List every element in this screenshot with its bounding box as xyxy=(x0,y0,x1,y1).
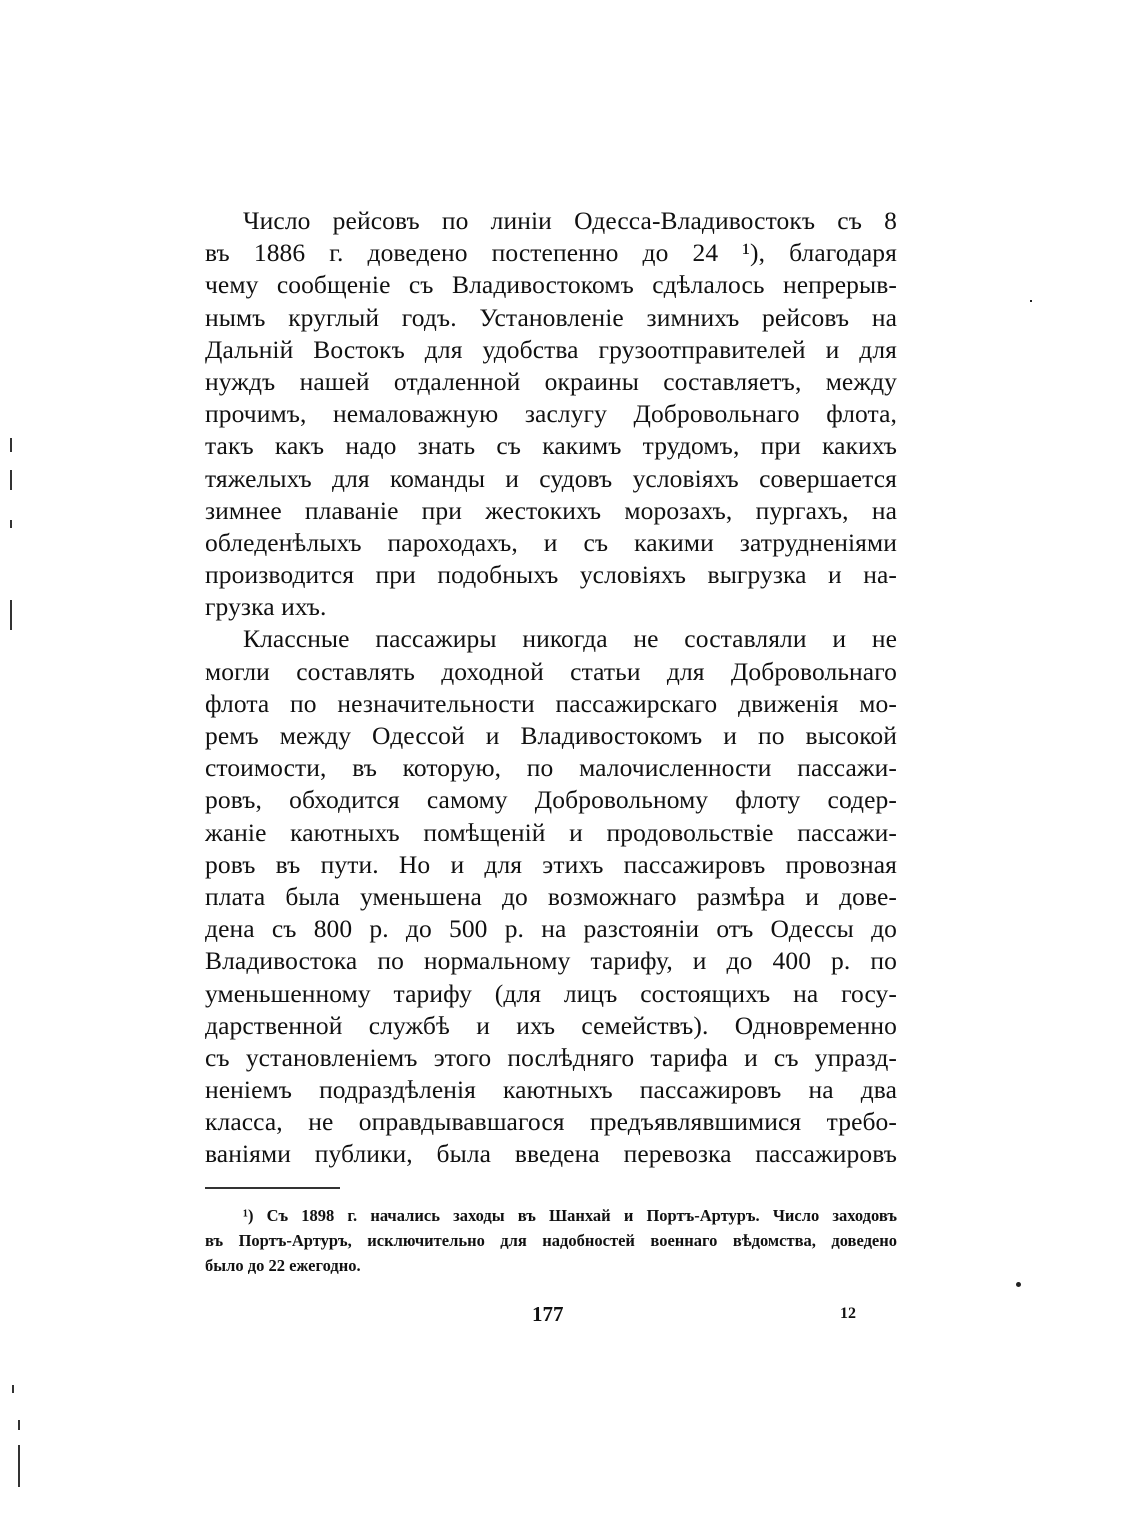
scan-edge-mark xyxy=(10,470,12,490)
text-line: нуждъ нашей отдаленной окраины составляетъ, между xyxy=(205,366,897,396)
footnote-line: было до 22 ежегодно. xyxy=(205,1256,361,1275)
text-line: нымъ круглый годъ. Установленіе зимнихъ рейсовъ на xyxy=(205,302,897,332)
text-line: дена съ 800 р. до 500 р. на разстояніи отъ Одессы до xyxy=(205,914,897,944)
signature-mark: 12 xyxy=(840,1305,856,1322)
scan-edge-mark xyxy=(10,600,12,630)
footnote xyxy=(205,1203,897,1278)
scan-edge-mark xyxy=(18,1420,20,1430)
text-line: грузка ихъ. xyxy=(205,592,327,622)
text-line: уменьшенному тарифу (для лицъ состоящихъ на госу- xyxy=(205,978,897,1008)
text-line: обледенѣлыхъ пароходахъ, и съ какими затрудненіями xyxy=(205,527,897,557)
text-line: класса, не оправдывавшагося предъявлявшимися требо- xyxy=(205,1107,897,1137)
scan-edge-mark xyxy=(12,1385,14,1393)
text-line: ваніями публики, была введена перевозка пассажировъ xyxy=(205,1139,897,1169)
text-line: могли составлять доходной статьи для Добровольнаго xyxy=(205,656,897,686)
text-line: плата была уменьшена до возможнаго размѣра и дове- xyxy=(205,881,897,911)
scan-edge-mark xyxy=(18,1445,20,1487)
scan-edge-mark xyxy=(10,438,12,452)
page-number: 177 xyxy=(532,1302,564,1326)
text-line: ровъ въ пути. Но и для этихъ пассажировъ провозная xyxy=(205,849,897,879)
text-line: съ установленіемъ этого послѣдняго тарифа и съ упразд- xyxy=(205,1042,897,1072)
text-line: производится при подобныхъ условіяхъ выгрузка и на- xyxy=(205,560,897,590)
text-line: Число рейсовъ по линіи Одесса-Владивостокъ съ 8 xyxy=(243,206,897,235)
body-text xyxy=(205,205,897,1171)
footnote-divider xyxy=(205,1187,340,1189)
text-line: въ 1886 г. доведено постепенно до 24 ¹), благодаря xyxy=(205,238,897,268)
scan-edge-mark xyxy=(10,520,12,528)
text-line: флота по незначительности пассажирскаго движенія мо- xyxy=(205,688,897,718)
text-line: Владивостока по нормальному тарифу, и до 400 р. по xyxy=(205,946,897,976)
text-line: дарственной службѣ и ихъ семействъ). Одновременно xyxy=(205,1010,897,1040)
text-line: Дальній Востокъ для удобства грузоотправителей и для xyxy=(205,334,897,364)
text-line: тяжелыхъ для команды и судовъ условіяхъ совершается xyxy=(205,463,897,493)
text-line: чему сообщеніе съ Владивостокомъ сдѣлалось непрерыв- xyxy=(205,270,897,300)
text-line: неніемъ подраздѣленія каютныхъ пассажировъ на два xyxy=(205,1075,897,1105)
footnote-line: ¹) Съ 1898 г. начались заходы въ Шанхай и Портъ-Артуръ. Число заходовъ xyxy=(243,1206,897,1225)
text-line: ровъ, обходится самому Добровольному флоту содер- xyxy=(205,785,897,815)
text-line: жаніе каютныхъ помѣщеній и продовольствіе пассажи- xyxy=(205,817,897,847)
scan-speck xyxy=(1030,300,1032,302)
text-line: Классные пассажиры никогда не составляли и не xyxy=(243,624,897,654)
text-line: зимнее плаваніе при жестокихъ морозахъ, пургахъ, на xyxy=(205,495,897,525)
text-line: стоимости, въ которую, по малочисленности пассажи- xyxy=(205,753,897,783)
text-line: ремъ между Одессой и Владивостокомъ и по высокой xyxy=(205,721,897,750)
scan-speck xyxy=(1016,1282,1021,1287)
text-line: такъ какъ надо знать съ какимъ трудомъ, при какихъ xyxy=(205,431,897,461)
footnote-line: въ Портъ-Артуръ, исключительно для надобностей военнаго вѣдомства, доведено xyxy=(205,1231,897,1250)
text-line: прочимъ, немаловажную заслугу Добровольнаго флота, xyxy=(205,399,897,429)
